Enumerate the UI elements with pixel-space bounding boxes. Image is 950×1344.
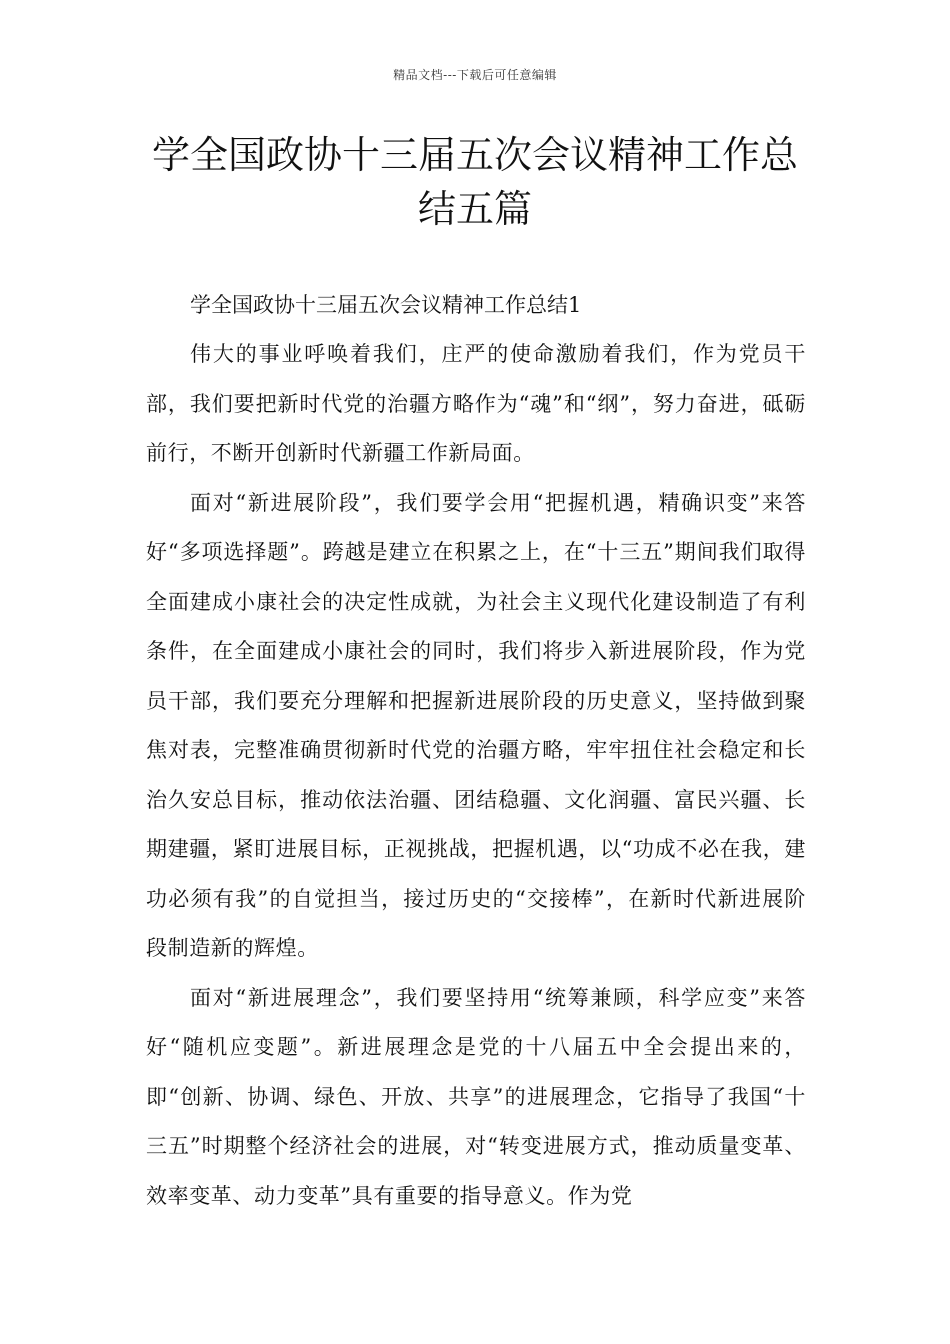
section-subtitle: 学全国政协十三届五次会议精神工作总结1: [190, 293, 582, 317]
document-body: [146, 280, 806, 1221]
paragraph-1: 伟大的事业呼唤着我们，庄严的使命激励着我们，作为党员干部，我们要把新时代党的治疆方略作为“魂”和“纲”，努力奋进，砥砺前行，不断开创新时代新疆工作新局面。: [146, 342, 806, 465]
title-line-2: 结五篇: [417, 187, 532, 231]
document-title: [120, 128, 830, 236]
header-note: 精品文档---下载后可任意编辑: [393, 68, 557, 82]
title-line-1: 学全国政协十三届五次会议精神工作总: [151, 133, 798, 177]
paragraph-2: 面对“新进展阶段”，我们要学会用“把握机遇，精确识变”来答好“多项选择题”。跨越是建立在积累之上，在“十三五”期间我们取得全面建成小康社会的决定性成就，为社会主义现代化建设制造了有利条件，在全面建成小康社会的同时，我们将步入新进展阶段，作为党员干部，我们要充分理解和把握新进展阶段的历史意义，坚持做到聚焦对表，完整准确贯彻新时代党的治疆方略，牢牢扭住社会稳定和长治久安总目标，推动依法治疆、团结稳疆、文化润疆、富民兴疆、长期建疆，紧盯进展目标，正视挑战，把握机遇，以“功成不必在我，建功必须有我”的自觉担当，接过历史的“交接棒”，在新时代新进展阶段制造新的辉煌。: [146, 490, 806, 960]
paragraph-3: 面对“新进展理念”，我们要坚持用“统筹兼顾，科学应变”来答好“随机应变题”。新进展理念是党的十八届五中全会提出来的，即“创新、协调、绿色、开放、共享”的进展理念，它指导了我国“十三五”时期整个经济社会的进展，对“转变进展方式，推动质量变革、效率变革、动力变革”具有重要的指导意义。作为党: [146, 985, 806, 1208]
